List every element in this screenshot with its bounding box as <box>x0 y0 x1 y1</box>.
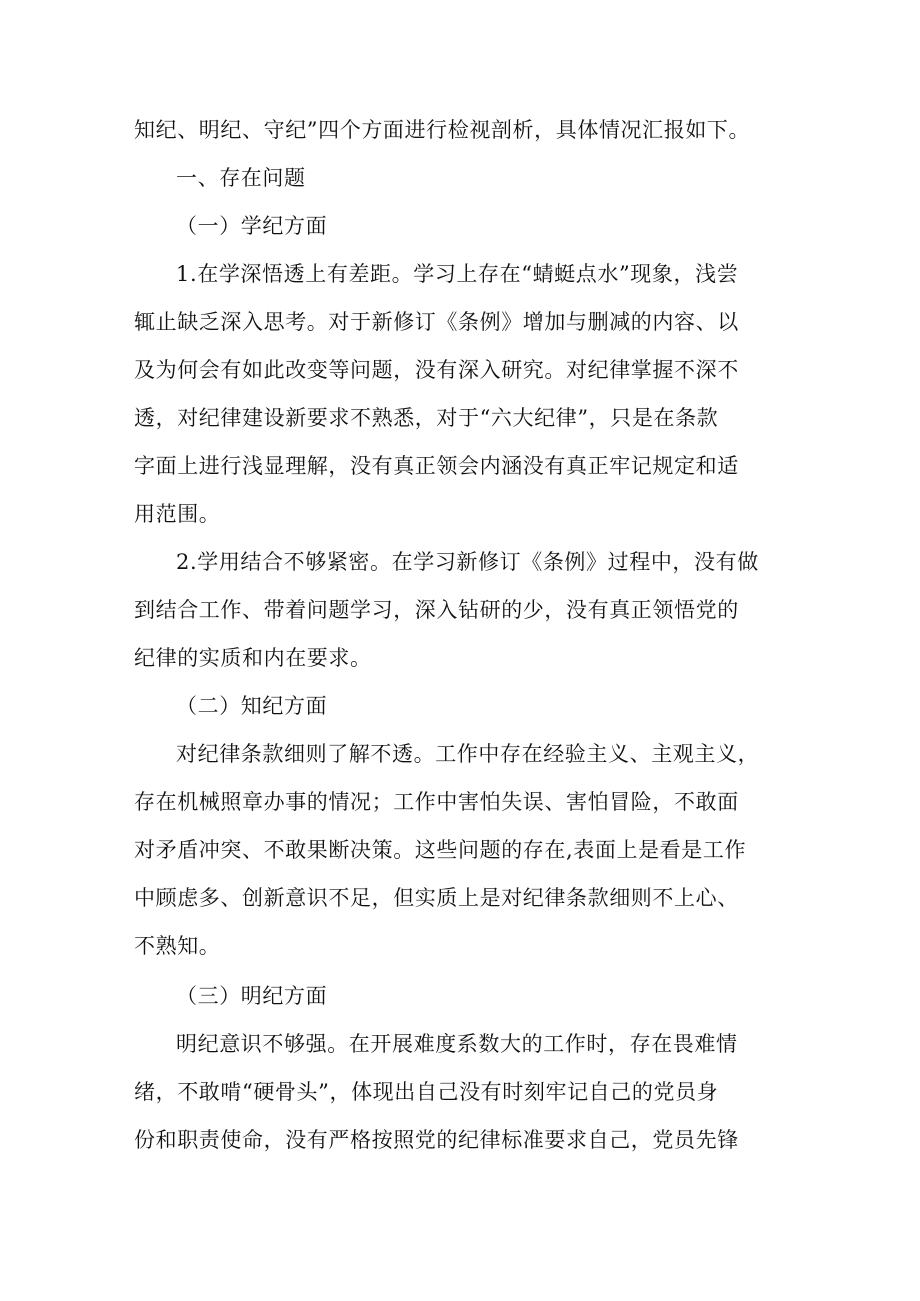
paragraph-first-line: 2.学用结合不够紧密。在学习新修订《条例》过程中，没有做 <box>176 550 759 574</box>
text-line: 用范围。 <box>134 502 221 526</box>
paragraph-first-line: 对纪律条款细则了解不透。工作中存在经验主义、主观主义， <box>176 742 760 766</box>
text-line: 不熟知。 <box>134 934 221 958</box>
text-line: 对矛盾冲突、不敢果断决策。这些问题的存在,表面上是看是工作 <box>134 838 747 862</box>
text-line: 透，对纪律建设新要求不熟悉，对于“六大纪律”，只是在条款 <box>134 406 719 430</box>
text-line: 知纪、明纪、守纪”四个方面进行检视剖析，具体情况汇报如下。 <box>134 118 751 142</box>
subsection-heading: （三）明纪方面 <box>176 984 328 1008</box>
text-line: 绪，不敢啃“硬骨头”，体现出自己没有时刻牢记自己的党员身 <box>134 1080 719 1104</box>
text-line: 份和职责使命，没有严格按照党的纪律标准要求自己，党员先锋 <box>134 1128 739 1152</box>
subsection-heading: （二）知纪方面 <box>176 694 328 718</box>
text-line: 及为何会有如此改变等问题，没有深入研究。对纪律掌握不深不 <box>134 358 739 382</box>
paragraph-first-line: 1.在学深悟透上有差距。学习上存在“蜻蜓点水”现象，浅尝 <box>176 262 739 286</box>
text-line: 存在机械照章办事的情况；工作中害怕失误、害怕冒险，不敢面 <box>134 790 739 814</box>
paragraph-first-line: 明纪意识不够强。在开展难度系数大的工作时，存在畏难情 <box>176 1032 738 1056</box>
subsection-heading: （一）学纪方面 <box>176 214 328 238</box>
text-line: 字面上进行浅显理解，没有真正领会内涵没有真正牢记规定和适 <box>134 454 739 478</box>
text-line: 中顾虑多、创新意识不足，但实质上是对纪律条款细则不上心、 <box>134 886 739 910</box>
section-heading: 一、存在问题 <box>176 166 306 190</box>
text-line: 辄止缺乏深入思考。对于新修订《条例》增加与删减的内容、以 <box>134 310 739 334</box>
text-line: 到结合工作、带着问题学习，深入钻研的少，没有真正领悟党的 <box>134 598 739 622</box>
text-line: 纪律的实质和内在要求。 <box>134 646 372 670</box>
